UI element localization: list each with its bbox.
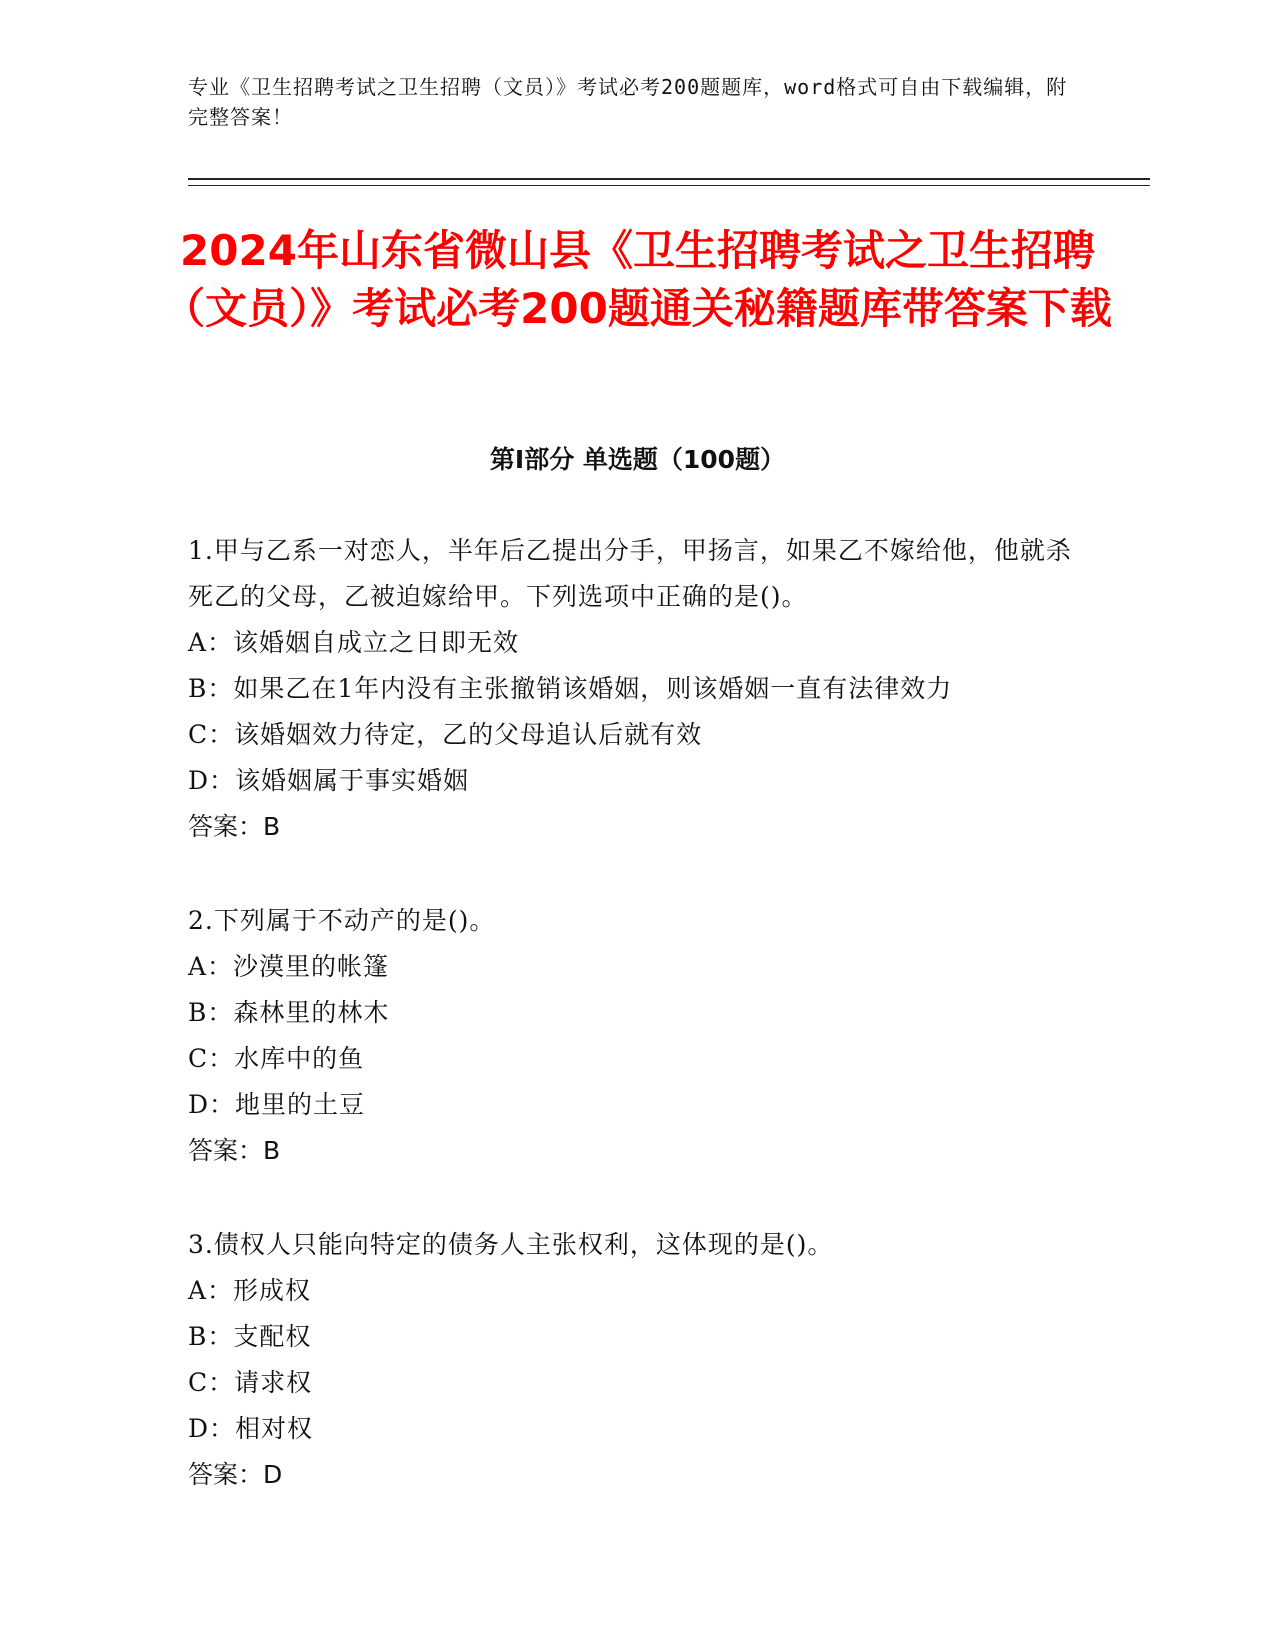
option-a: A：形成权 [188, 1276, 312, 1305]
option-d: D：地里的土豆 [188, 1090, 366, 1119]
question-2 [188, 898, 1088, 1174]
document-title: 2024年山东省微山县《卫生招聘考试之卫生招聘（文员）》考试必考200题通关秘籍题库带答案下载 [163, 226, 1112, 333]
question-1 [188, 528, 1088, 850]
header-note: 专业《卫生招聘考试之卫生招聘（文员）》考试必考200题题库，word格式可自由下载编辑，附完整答案！ [188, 75, 1068, 129]
option-c: C：请求权 [188, 1368, 313, 1397]
option-c: C：该婚姻效力待定，乙的父母追认后就有效 [188, 720, 703, 749]
section-title: 第Ⅰ部分 单选题（100题） [489, 445, 786, 474]
answer: 答案：D [188, 1460, 283, 1489]
question-3 [188, 1222, 1088, 1498]
question-stem: 1.甲与乙系一对恋人，半年后乙提出分手，甲扬言，如果乙不嫁给他，他就杀死乙的父母，乙被迫嫁给甲。下列选项中正确的是()。 [188, 536, 1072, 611]
question-list [188, 528, 1088, 1546]
option-d: D：该婚姻属于事实婚姻 [188, 766, 470, 795]
option-c: C：水库中的鱼 [188, 1044, 365, 1073]
option-b: B：支配权 [188, 1322, 312, 1351]
answer: 答案：B [188, 812, 281, 841]
option-a: A：沙漠里的帐篷 [188, 952, 390, 981]
option-b: B：森林里的林木 [188, 998, 390, 1027]
question-stem: 3.债权人只能向特定的债务人主张权利，这体现的是()。 [188, 1230, 834, 1259]
option-d: D：相对权 [188, 1414, 314, 1443]
question-stem: 2.下列属于不动产的是()。 [188, 906, 496, 935]
answer: 答案：B [188, 1136, 281, 1165]
option-a: A：该婚姻自成立之日即无效 [188, 628, 520, 657]
option-b: B：如果乙在1年内没有主张撤销该婚姻，则该婚姻一直有法律效力 [188, 674, 953, 703]
header-divider-thin [188, 185, 1150, 186]
header-divider-thick [188, 178, 1150, 180]
